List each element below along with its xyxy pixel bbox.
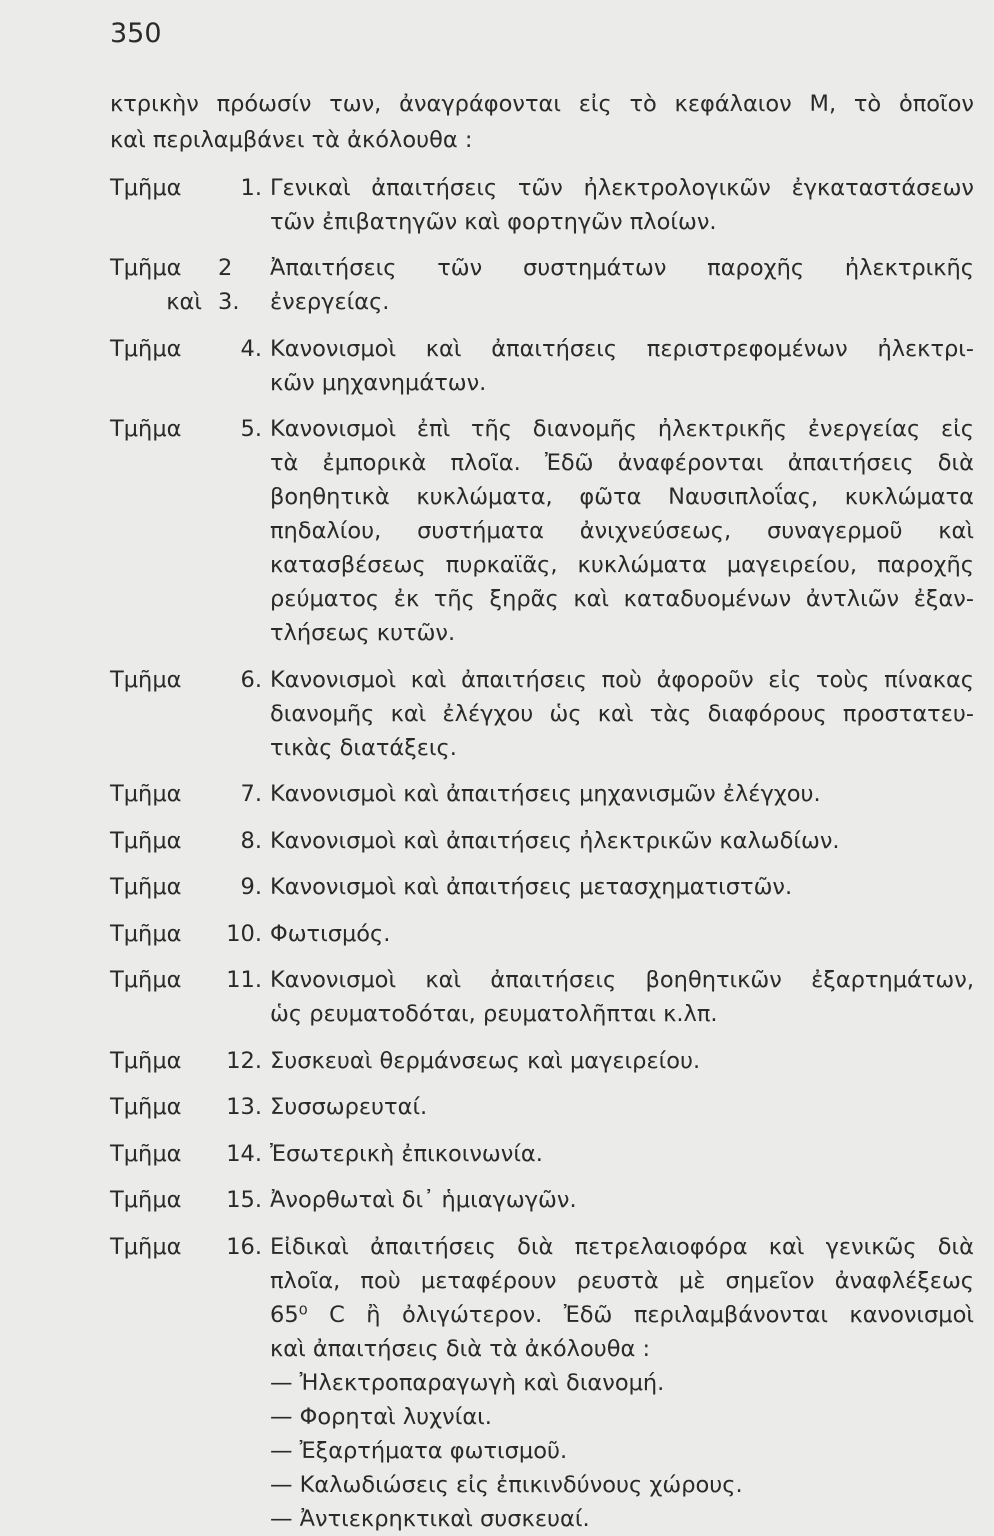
section-line: κῶν μηχανημάτων. xyxy=(270,369,487,396)
section-line: τικὰς διατάξεις. xyxy=(270,734,457,761)
section-label: Τμῆμα xyxy=(110,1047,182,1074)
section-line: Φωτισμός. xyxy=(270,920,391,947)
section-label: Τμῆμα xyxy=(110,255,182,281)
section-line: τὰ ἐμπορικὰ πλοῖα. Ἐδῶ ἀναφέρονται ἀπαιτήσεις διὰ xyxy=(270,450,974,476)
section-line: Κανονισμοὶ ἐπὶ τῆς διανομῆς ἠλεκτρικῆς ἐνεργείας εἰς xyxy=(270,416,974,442)
section-label: Τμῆμα xyxy=(110,335,182,362)
sub-item: — Ἀντιεκρηκτικαὶ συσκευαί. xyxy=(270,1505,590,1532)
section-text xyxy=(262,171,974,239)
section-entry xyxy=(110,824,974,858)
section-line: Κανονισμοὶ καὶ ἀπαιτήσεις ποὺ ἀφοροῦν εἰς τοὺς πίνακας xyxy=(270,666,974,693)
section-text xyxy=(262,824,974,858)
section-number: 13. xyxy=(226,1094,262,1120)
section-line: Συσσωρευταί. xyxy=(270,1094,428,1120)
section-line: διανομῆς καὶ ἐλέγχου ὡς καὶ τὰς διαφόρους προστατευ- xyxy=(270,700,974,727)
section-label: Τμῆμα xyxy=(110,874,182,900)
section-line: Κανονισμοὶ καὶ ἀπαιτήσεις περιστρεφομένων ἠλεκτρι- xyxy=(270,335,974,362)
section-line: Ἀνορθωταὶ δι᾽ ἡμιαγωγῶν. xyxy=(270,1187,577,1213)
section-entry xyxy=(110,963,974,1031)
section-number: 16. xyxy=(226,1233,262,1260)
section-entry xyxy=(110,1230,974,1536)
intro-line: κτρικὴν πρόωσίν των, ἀναγράφονται εἰς τὸ κεφάλαιον Μ, τὸ ὁποῖον xyxy=(110,91,974,117)
section-line: Ἐσωτερικὴ ἐπικοινωνία. xyxy=(270,1140,543,1167)
section-number: 12. xyxy=(226,1047,262,1074)
section-entry xyxy=(110,332,974,400)
section-label: Τμῆμα xyxy=(110,416,182,442)
section-text xyxy=(262,412,974,650)
section-line: Κανονισμοὶ καὶ ἀπαιτήσεις μηχανισμῶν ἐλέγχου. xyxy=(270,781,821,807)
section-line: ἐνεργείας. xyxy=(270,289,390,315)
section-number: 6. xyxy=(240,666,262,693)
section-line: βοηθητικὰ κυκλώματα, φῶτα Ναυσιπλοΐας, κυκλώματα xyxy=(270,484,974,510)
section-number: 3. xyxy=(218,289,240,315)
section-number: 5. xyxy=(240,416,262,442)
section-number: 10. xyxy=(226,920,262,947)
section-label: Τμῆμα xyxy=(110,1233,182,1260)
section-line: πηδαλίου, συστήματα ἀνιχνεύσεως, συναγερμοῦ καὶ xyxy=(270,518,974,544)
section-entry xyxy=(110,1044,974,1078)
section-line: Κανονισμοὶ καὶ ἀπαιτήσεις βοηθητικῶν ἐξαρτημάτων, xyxy=(270,967,974,993)
section-entry xyxy=(110,1090,974,1124)
section-label: Τμῆμα xyxy=(110,967,182,993)
section-text xyxy=(262,1230,974,1536)
section-entry xyxy=(110,1137,974,1171)
section-line: τλήσεως κυτῶν. xyxy=(270,620,456,646)
section-label: Τμῆμα xyxy=(110,1187,182,1213)
section-number: 14. xyxy=(226,1140,262,1167)
page-number: 350 xyxy=(110,18,162,49)
section-entry xyxy=(110,412,974,650)
section-line: Ἀπαιτήσεις τῶν συστημάτων παροχῆς ἠλεκτρικῆς xyxy=(270,255,974,281)
section-text xyxy=(262,870,974,904)
sub-item: — Ἐξαρτήματα φωτισμοῦ. xyxy=(270,1437,568,1464)
section-label: Τμῆμα xyxy=(110,781,182,807)
section-entry xyxy=(110,1183,974,1217)
section-line: Συσκευαὶ θερμάνσεως καὶ μαγειρείου. xyxy=(270,1047,701,1074)
section-number: 2 xyxy=(218,255,233,281)
section-labels xyxy=(110,251,262,319)
page-content xyxy=(110,86,974,1536)
section-line: καὶ ἀπαιτήσεις διὰ τὰ ἀκόλουθα : xyxy=(270,1335,651,1362)
section-label: Τμῆμα xyxy=(110,174,182,201)
section-label: καὶ xyxy=(166,289,202,315)
intro-line: καὶ περιλαμβάνει τὰ ἀκόλουθα : xyxy=(110,127,473,153)
section-line: Εἰδικαὶ ἀπαιτήσεις διὰ πετρελαιοφόρα καὶ γενικῶς διὰ xyxy=(270,1233,974,1260)
section-text xyxy=(262,1044,974,1078)
section-number: 4. xyxy=(240,335,262,362)
section-text xyxy=(262,663,974,765)
sub-item: — Φορηταὶ λυχνίαι. xyxy=(270,1403,492,1430)
section-text xyxy=(262,917,974,951)
section-entry xyxy=(110,917,974,951)
section-number: 15. xyxy=(226,1187,262,1213)
section-number: 11. xyxy=(226,967,262,993)
section-text xyxy=(262,777,974,811)
section-line: Κανονισμοὶ καὶ ἀπαιτήσεις μετασχηματιστῶν. xyxy=(270,874,793,900)
section-line: τῶν ἐπιβατηγῶν καὶ φορτηγῶν πλοίων. xyxy=(270,208,717,235)
section-line: κατασβέσεως πυρκαϊᾶς, κυκλώματα μαγειρείου, παροχῆς xyxy=(270,552,974,578)
section-entry xyxy=(110,870,974,904)
section-text xyxy=(262,251,974,319)
section-line: πλοῖα, ποὺ μεταφέρουν ρευστὰ μὲ σημεῖον ἀναφλέξεως xyxy=(270,1267,974,1294)
section-label: Τμῆμα xyxy=(110,1140,182,1167)
section-label: Τμῆμα xyxy=(110,920,182,947)
section-entry xyxy=(110,777,974,811)
section-number: 8. xyxy=(240,827,262,854)
section-label: Τμῆμα xyxy=(110,1094,182,1120)
section-number: 9. xyxy=(240,874,262,900)
section-line: Γενικαὶ ἀπαιτήσεις τῶν ἠλεκτρολογικῶν ἐγκαταστάσεων xyxy=(270,174,974,201)
section-text xyxy=(262,1183,974,1217)
section-entry xyxy=(110,663,974,765)
section-text xyxy=(262,963,974,1031)
section-entry xyxy=(110,171,974,239)
sub-item: — Ἠλεκτροπαραγωγὴ καὶ διανομή. xyxy=(270,1369,665,1396)
section-text xyxy=(262,332,974,400)
section-label: Τμῆμα xyxy=(110,666,182,693)
section-entry xyxy=(110,251,974,319)
section-label: Τμῆμα xyxy=(110,827,182,854)
section-line: 65⁰ C ἢ ὀλιγώτερον. Ἐδῶ περιλαμβάνονται κανονισμοὶ xyxy=(270,1301,974,1328)
section-number: 7. xyxy=(240,781,262,807)
section-text xyxy=(262,1137,974,1171)
section-line: ὡς ρευματοδόται, ρευματολῆπται κ.λπ. xyxy=(270,1001,718,1027)
section-line: Κανονισμοὶ καὶ ἀπαιτήσεις ἠλεκτρικῶν καλωδίων. xyxy=(270,827,840,854)
section-text xyxy=(262,1090,974,1124)
sub-item: — Καλωδιώσεις εἰς ἐπικινδύνους χώρους. xyxy=(270,1471,743,1498)
section-number: 1. xyxy=(240,174,262,201)
section-line: ρεύματος ἐκ τῆς ξηρᾶς καὶ καταδυομένων ἀντλιῶν ἐξαν- xyxy=(270,586,974,612)
